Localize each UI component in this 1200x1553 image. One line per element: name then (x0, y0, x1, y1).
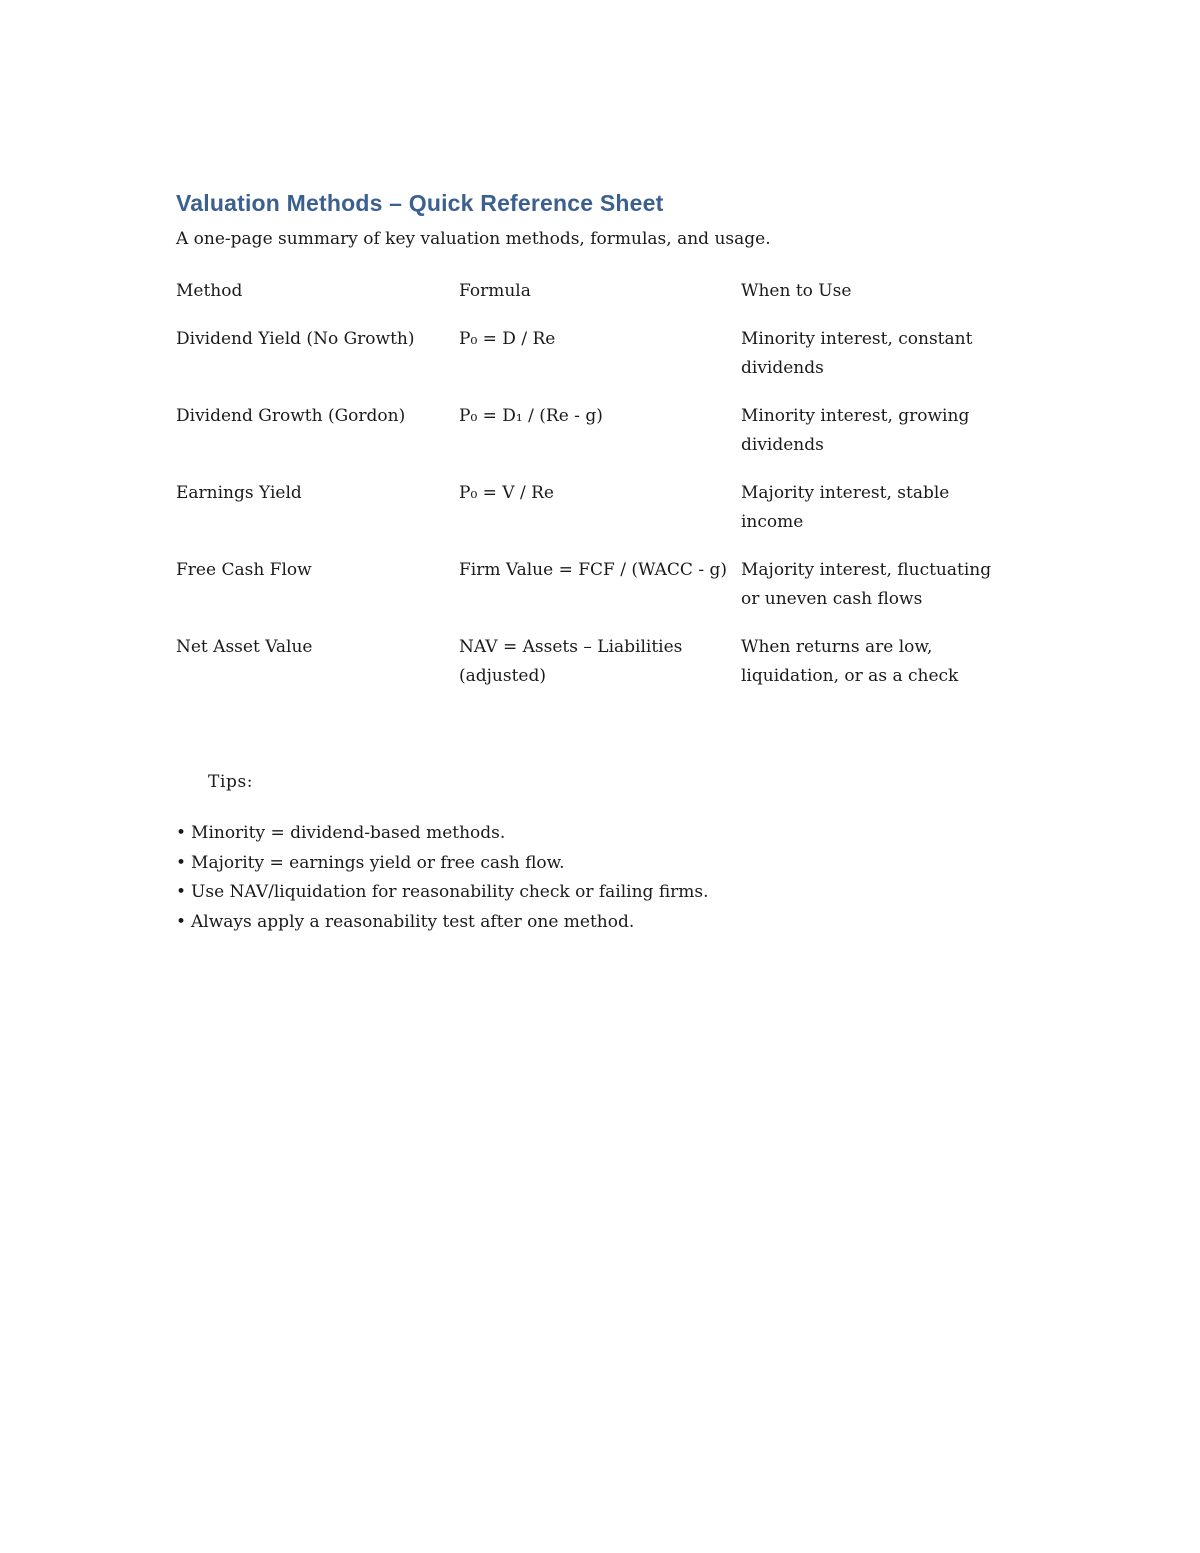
method-cell: Free Cash Flow (176, 560, 312, 580)
tip-text: Majority = earnings yield or free cash flow. (191, 852, 565, 873)
tip-text: Always apply a reasonability test after one method. (191, 911, 635, 932)
formula-cell: P₀ = D / Re (459, 329, 556, 349)
table-row (176, 325, 1016, 383)
when-to-use-cell: When returns are low, liquidation, or as a check (741, 637, 959, 686)
header-formula: Formula (459, 281, 531, 301)
bullet-icon: • (176, 911, 187, 932)
page-subtitle: A one-page summary of key valuation methods, formulas, and usage. (176, 229, 771, 249)
formula-cell: NAV = Assets – Liabilities (adjusted) (459, 637, 683, 686)
tip-text: Minority = dividend-based methods. (191, 823, 506, 843)
table-row (176, 556, 1016, 614)
when-to-use-cell: Minority interest, constant dividends (741, 329, 973, 378)
list-item (176, 908, 709, 938)
list-item (176, 819, 709, 849)
formula-cell: P₀ = D₁ / (Re - g) (459, 406, 603, 426)
list-item (176, 878, 709, 908)
when-to-use-cell: Majority interest, fluctuating or uneven cash flows (741, 560, 992, 609)
header-method: Method (176, 281, 243, 301)
method-cell: Dividend Growth (Gordon) (176, 406, 406, 426)
method-cell: Net Asset Value (176, 637, 313, 657)
when-to-use-cell: Majority interest, stable income (741, 483, 950, 532)
valuation-methods-table (176, 277, 1016, 710)
table-row (176, 633, 1016, 691)
table-header-row (176, 277, 1016, 306)
table-row (176, 402, 1016, 460)
table-row (176, 479, 1016, 537)
tip-text: Use NAV/liquidation for reasonability check or failing firms. (191, 882, 709, 902)
when-to-use-cell: Minority interest, growing dividends (741, 406, 970, 455)
page-title: Valuation Methods – Quick Reference Sheet (176, 190, 664, 216)
bullet-icon: • (176, 823, 187, 843)
method-cell: Earnings Yield (176, 483, 302, 503)
bullet-icon: • (176, 882, 187, 902)
tips-list (176, 819, 709, 937)
bullet-icon: • (176, 852, 187, 873)
formula-cell: Firm Value = FCF / (WACC - g) (459, 560, 727, 580)
header-when-to-use: When to Use (741, 281, 852, 301)
method-cell: Dividend Yield (No Growth) (176, 329, 415, 349)
formula-cell: P₀ = V / Re (459, 483, 554, 503)
tips-heading: Tips: (208, 772, 254, 792)
list-item (176, 849, 709, 879)
